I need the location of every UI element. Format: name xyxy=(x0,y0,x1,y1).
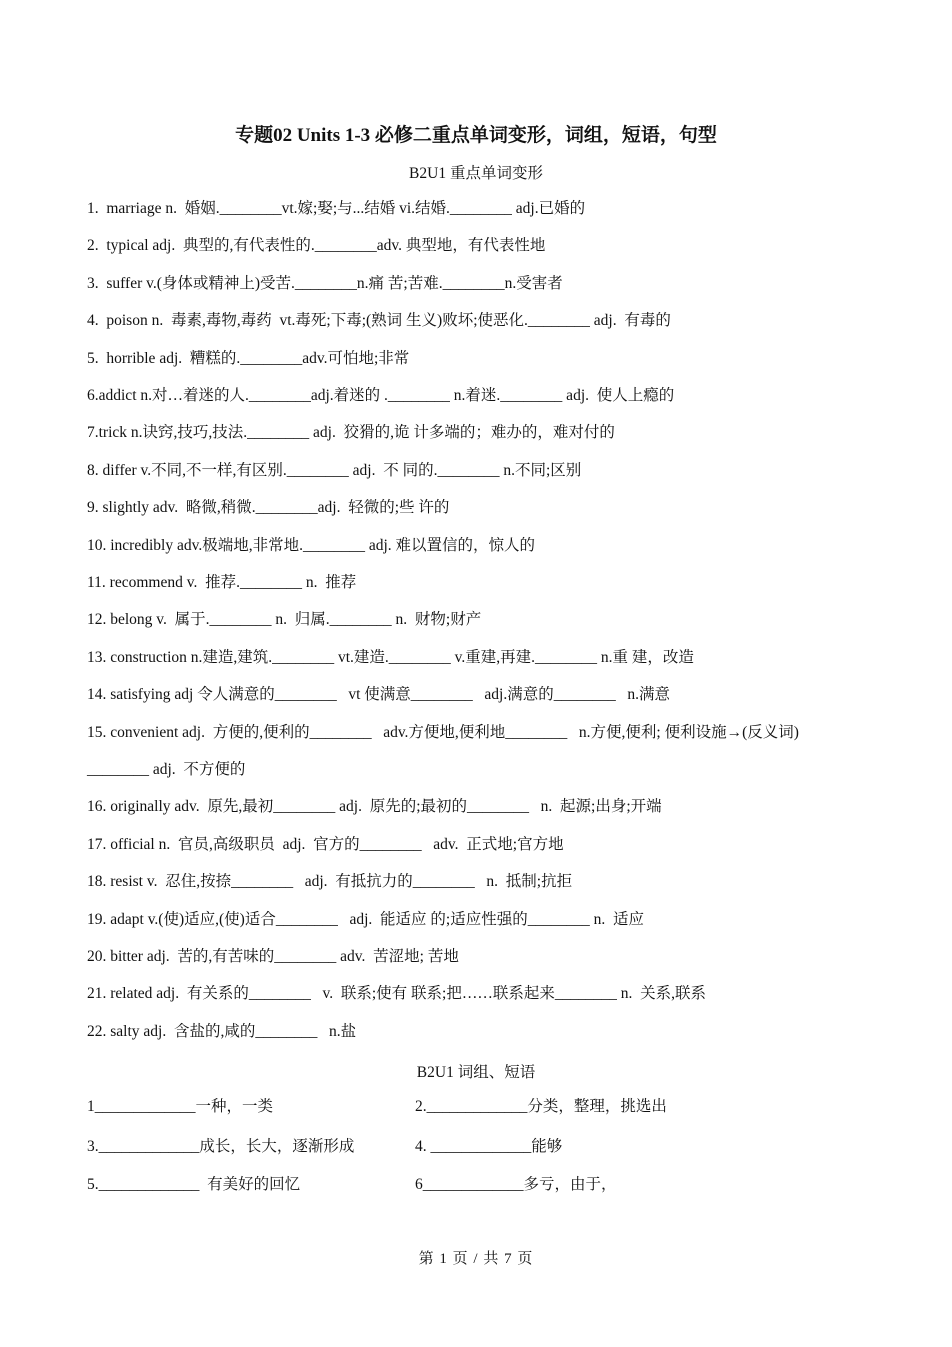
section-heading-word-forms: B2U1 重点单词变形 xyxy=(409,165,543,182)
exercise-item: 8. differ v.不同,不一样,有区别.________ adj. 不 同的.________ n.不同;区别 xyxy=(87,461,582,479)
exercise-item: 11. recommend v. 推荐.________ n. 推荐 xyxy=(87,574,357,591)
exercise-item: 12. belong v. 属于.________ n. 归属.________ n. 财物;财产 xyxy=(87,611,482,629)
exercise-item: 22. salty adj. 含盐的,咸的________ n.盐 xyxy=(87,1022,357,1040)
exercise-item: 9. slightly adv. 略微,稍微.________adj. 轻微的;些 许的 xyxy=(87,499,450,517)
exercise-item: 18. resist v. 忍住,按捺________ adj. 有抵抗力的________ n. 抵制;抗拒 xyxy=(87,873,573,891)
exercise-item: 5. horrible adj. 糟糕的.________adv.可怕地;非常 xyxy=(87,349,410,367)
exercise-item: 2. typical adj. 典型的,有代表性的.________adv. 典型地，有代表性地 xyxy=(87,237,546,255)
exercise-item: 3. suffer v.(身体或精神上)受苦.________n.痛 苦;苦难.________n.受害者 xyxy=(87,274,563,292)
exercise-item: 4. poison n. 毒素,毒物,毒药 vt.毒死;下毒;(熟词 生义)败坏;使恶化.________ adj. 有毒的 xyxy=(87,312,671,330)
phrase-item: 2._____________分类，整理，挑选出 xyxy=(415,1098,667,1115)
exercise-item: 21. related adj. 有关系的________ v. 联系;使有 联系;把……联系起来________ n. 关系,联系 xyxy=(87,985,706,1003)
section-heading-phrases: B2U1 词组、短语 xyxy=(416,1064,536,1081)
phrase-item: 6_____________多亏，由于， xyxy=(415,1176,617,1193)
phrase-item: 3._____________成长，长大，逐渐形成 xyxy=(87,1138,355,1155)
exercise-item: 13. construction n.建造,建筑.________ vt.建造.________ v.重建,再建.________ n.重 建，改造 xyxy=(87,648,694,666)
exercise-item: 7.trick n.诀窍,技巧,技法.________ adj. 狡猾的,诡 计多端的；难办的，难对付的 xyxy=(87,424,615,442)
page-footer: 第 1 页 / 共 7 页 xyxy=(418,1251,534,1267)
exercise-item: 16. originally adv. 原先,最初________ adj. 原先的;最初的________ n. 起源;出身;开端 xyxy=(87,798,662,816)
document-title: 专题02 Units 1-3 必修二重点单词变形，词组，短语，句型 xyxy=(235,125,717,146)
phrase-item: 1_____________一种，一类 xyxy=(87,1098,274,1115)
exercise-item: 19. adapt v.(使)适应,(使)适合________ adj. 能适应 的;适应性强的________ n. 适应 xyxy=(87,910,644,928)
phrase-item: 4. _____________能够 xyxy=(415,1138,563,1155)
exercise-item: 14. satisfying adj 令人满意的________ vt 使满意________ adj.满意的________ n.满意 xyxy=(87,686,670,704)
exercise-item: 15. convenient adj. 方便的,便利的________ adv.方便地,便利地________ n.方便,便利; 便利设施→(反义词) xyxy=(87,723,799,741)
exercise-item: 1. marriage n. 婚姻.________vt.嫁;娶;与...结婚 vi.结婚.________ adj.已婚的 xyxy=(87,200,586,217)
exercise-item: 20. bitter adj. 苦的,有苦味的________ adv. 苦涩地; 苦地 xyxy=(87,948,459,965)
exercise-item-continuation: ________ adj. 不方便的 xyxy=(87,761,246,778)
exercise-item: 6.addict n.对…着迷的人.________adj.着迷的 .________ n.着迷.________ adj. 使人上瘾的 xyxy=(87,387,675,404)
exercise-item: 17. official n. 官员,高级职员 adj. 官方的________ adv. 正式地;官方地 xyxy=(87,835,564,853)
exercise-item: 10. incredibly adv.极端地,非常地.________ adj. 难以置信的，惊人的 xyxy=(87,536,536,554)
phrase-item: 5._____________ 有美好的回忆 xyxy=(87,1176,301,1193)
